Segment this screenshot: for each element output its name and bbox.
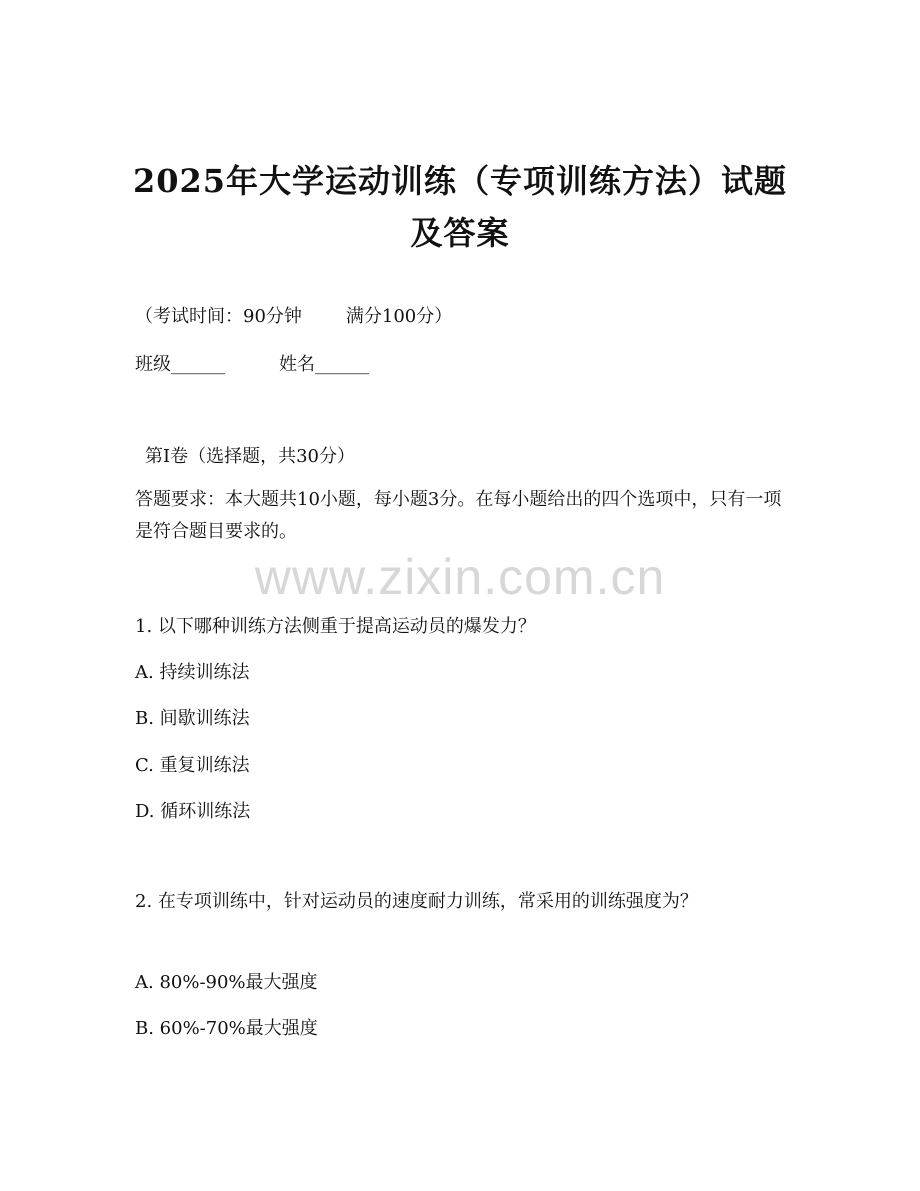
option-text: D. 循环训练法 [135,801,251,822]
question-stem: 2. 在专项训练中，针对运动员的速度耐力训练，常采用的训练强度为？ [135,891,698,912]
exam-full-score: 满分100分） [345,306,453,327]
question-stem: 1. 以下哪种训练方法侧重于提高运动员的爆发力？ [135,616,536,637]
option-text: A. 80%-90%最大强度 [135,972,318,993]
option-text: A. 持续训练法 [135,662,250,683]
document-title-line1: 2025年大学运动训练（专项训练方法）试题 [132,162,788,200]
name-field: 姓名______ [279,354,369,375]
exam-time: （考试时间：90分钟 [135,306,302,327]
instructions: 答题要求：本大题共10小题，每小题3分。在每小题给出的四个选项中，只有一项是符合题目要求的。 [135,489,782,542]
section-heading: 第Ⅰ卷（选择题，共30分） [145,446,356,467]
option-text: C. 重复训练法 [135,755,250,776]
student-fields [135,350,369,376]
option-text: B. 60%-70%最大强度 [135,1018,318,1039]
watermark: www.zixin.com.cn [254,549,666,605]
document-title-line2: 及答案 [410,214,510,252]
exam-info [135,302,452,328]
class-field: 班级______ [135,354,225,375]
option-text: B. 间歇训练法 [135,708,250,729]
